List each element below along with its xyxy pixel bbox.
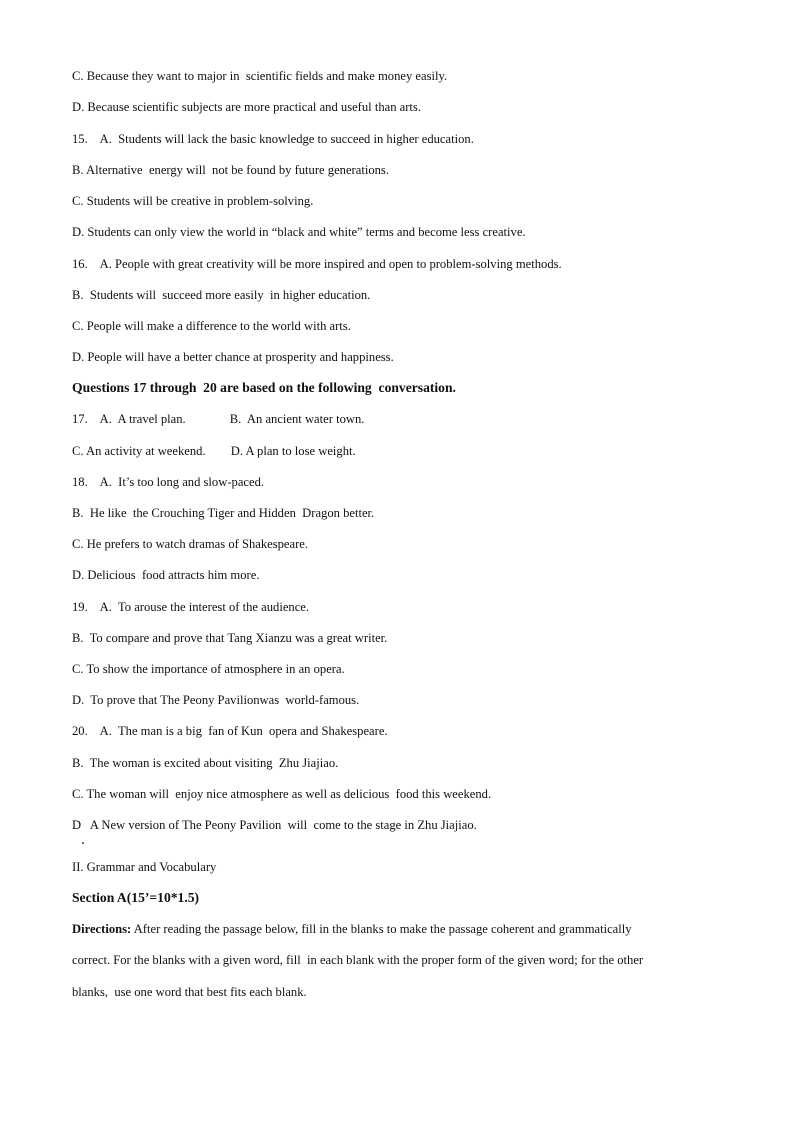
option-18c: C. He prefers to watch dramas of Shakespeare. xyxy=(72,537,309,551)
directions-line-2: correct. For the blanks with a given word, fill in each blank with the proper form of the given word; for the other xyxy=(72,953,644,967)
option-16b: B. Students will succeed more easily in higher education. xyxy=(72,288,371,302)
option-19c: C. To show the importance of atmosphere in an opera. xyxy=(72,662,345,676)
option-16d: D. People will have a better chance at prosperity and happiness. xyxy=(72,350,394,364)
option-20b: B. The woman is excited about visiting Zhu Jiajiao. xyxy=(72,756,339,770)
question-17-options-cd: C. An activity at weekend. D. A plan to lose weight. xyxy=(72,444,356,458)
question-16-option-a: 16. A. People with great creativity will be more inspired and open to problem-solving methods. xyxy=(72,257,562,271)
option-14c: C. Because they want to major in scientific fields and make money easily. xyxy=(72,69,448,83)
option-16c: C. People will make a difference to the world with arts. xyxy=(72,319,351,333)
section-heading-17-20: Questions 17 through 20 are based on the following conversation. xyxy=(72,380,456,395)
directions-line-1 xyxy=(72,921,632,937)
option-14d: D. Because scientific subjects are more practical and useful than arts. xyxy=(72,100,421,114)
directions-text-1: After reading the passage below, fill in the blanks to make the passage coherent and grammatically xyxy=(131,922,632,936)
option-15d: D. Students can only view the world in “black and white” terms and become less creative. xyxy=(72,225,526,239)
option-15c: C. Students will be creative in problem-solving. xyxy=(72,194,314,208)
option-20d: D A New version of The Peony Pavilion will come to the stage in Zhu Jiajiao. xyxy=(72,818,477,832)
option-19d: D. To prove that The Peony Pavilionwas world-famous. xyxy=(72,693,360,707)
part-heading-grammar: II. Grammar and Vocabulary xyxy=(72,860,217,874)
option-15b: B. Alternative energy will not be found by future generations. xyxy=(72,163,389,177)
option-18b: B. He like the Crouching Tiger and Hidden Dragon better. xyxy=(72,506,375,520)
stray-dot-mark xyxy=(82,842,84,844)
question-19-option-a: 19. A. To arouse the interest of the audience. xyxy=(72,600,310,614)
question-18-option-a: 18. A. It’s too long and slow-paced. xyxy=(72,475,265,489)
option-18d: D. Delicious food attracts him more. xyxy=(72,568,260,582)
option-19b: B. To compare and prove that Tang Xianzu was a great writer. xyxy=(72,631,388,645)
question-17-options-ab: 17. A. A travel plan. B. An ancient water town. xyxy=(72,412,365,426)
option-20c: C. The woman will enjoy nice atmosphere as well as delicious food this weekend. xyxy=(72,787,492,801)
question-20-option-a: 20. A. The man is a big fan of Kun opera and Shakespeare. xyxy=(72,724,388,738)
section-a-heading: Section A(15’=10*1.5) xyxy=(72,890,200,905)
question-15-option-a: 15. A. Students will lack the basic knowledge to succeed in higher education. xyxy=(72,132,474,146)
directions-line-3: blanks, use one word that best fits each blank. xyxy=(72,985,307,999)
directions-label: Directions: xyxy=(72,922,132,936)
